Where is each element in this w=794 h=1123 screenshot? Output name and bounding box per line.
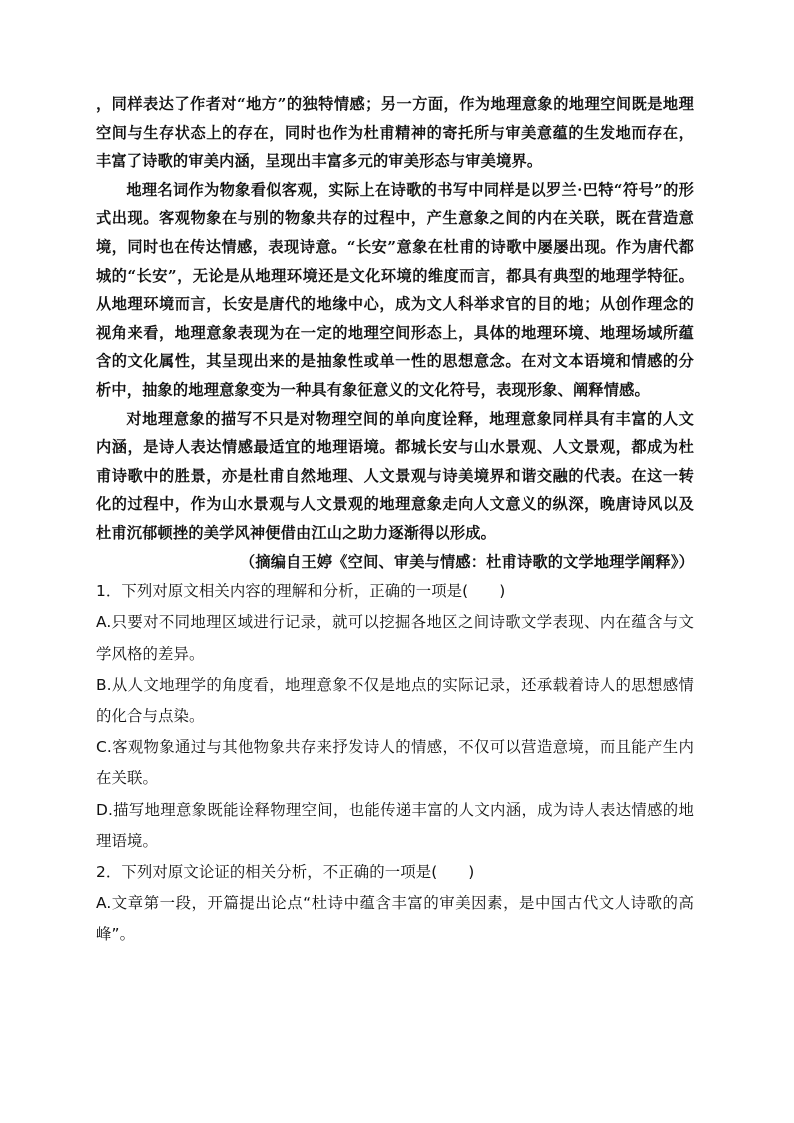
- question-2-stem: 2．下列对原文论证的相关分析，不正确的一项是( ): [96, 862, 475, 881]
- document-page: [96, 90, 694, 951]
- question-1-option-a: A.只要对不同地理区域进行记录，就可以挖掘各地区之间诗歌文学表现、内在蕴含与文学风格的差异。: [96, 613, 694, 663]
- question-1-option-d: D.描写地理意象既能诠释物理空间，也能传递丰富的人文内涵，成为诗人表达情感的地理语境。: [96, 800, 694, 850]
- question-2-option-a: A.文章第一段，开篇提出论点“杜诗中蕴含丰富的审美因素，是中国古代文人诗歌的高峰”。: [96, 894, 694, 944]
- question-1-stem: 1．下列对原文相关内容的理解和分析，正确的一项是( ): [96, 582, 506, 601]
- article-paragraph-2: 地理名词作为物象看似客观，实际上在诗歌的书写中同样是以罗兰·巴特“符号”的形式出现。客观物象在与别的物象共存的过程中，产生意象之间的内在关联，既在营造意境，同时也在传达情感，表现诗意。“长安”意象在杜甫的诗歌中屡屡出现。作为唐代都城的“长安”，无论是从地理环境还是文化环境的维度而言，都具有典型的地理学特征。从地理环境而言，长安是唐代的地缘中心，成为文人科举求官的目的地；从创作理念的视角来看，地理意象表现为在一定的地理空间形态上，具体的地理环境、地理场域所蕴含的文化属性，其呈现出来的是抽象性或单一性的思想意念。在对文本语境和情感的分析中，抽象的地理意象变为一种具有象征意义的文化符号，表现形象、阐释情感。: [96, 180, 694, 399]
- question-1-option-c: C.客观物象通过与其他物象共存来抒发诗人的情感，不仅可以营造意境，而且能产生内在关联。: [96, 738, 694, 788]
- article-paragraph-1: ，同样表达了作者对“地方”的独特情感；另一方面，作为地理意象的地理空间既是地理空间与生存状态上的存在，同时也作为杜甫精神的寄托所与审美意蕴的生发地而存在，丰富了诗歌的审美内涵，呈现出丰富多元的审美形态与审美境界。: [96, 95, 694, 171]
- article-source: （摘编自王婷《空间、审美与情感：杜甫诗歌的文学地理学阐释》）: [239, 552, 694, 571]
- article-paragraph-3: 对地理意象的描写不只是对物理空间的单向度诠释，地理意象同样具有丰富的人文内涵，是诗人表达情感最适宜的地理语境。都城长安与山水景观、人文景观，都成为杜甫诗歌中的胜景，亦是杜甫自然地理、人文景观与诗美境界和谐交融的代表。在这一转化的过程中，作为山水景观与人文景观的地理意象走向人文意义的纵深，晚唐诗风以及杜甫沉郁顿挫的美学风神便借由江山之助力逐渐得以形成。: [96, 409, 694, 542]
- question-1-option-b: B.从人文地理学的角度看，地理意象不仅是地点的实际记录，还承载着诗人的思想感情的化合与点染。: [96, 675, 694, 725]
